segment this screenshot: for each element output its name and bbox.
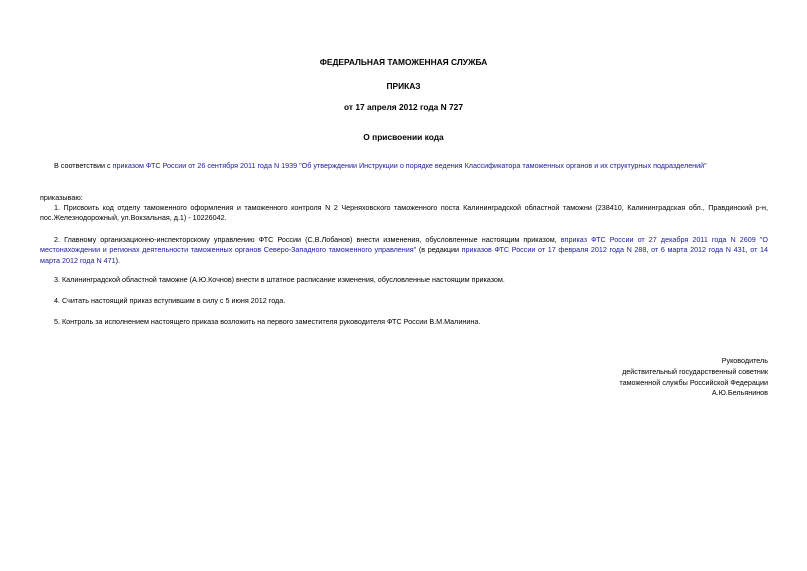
- agency-title: ФЕДЕРАЛЬНАЯ ТАМОЖЕННАЯ СЛУЖБА: [319, 57, 488, 67]
- item-2-text-e: ).: [115, 255, 121, 265]
- signature-rank-2: таможенной службы Российской Федерации: [619, 377, 768, 387]
- item-2-text-d: ,: [745, 245, 751, 255]
- document-subject: О присвоении кода: [363, 132, 444, 142]
- item-2-link-order-431[interactable]: от 6 марта 2012 года N 431: [651, 245, 746, 255]
- document-date-number: от 17 апреля 2012 года N 727: [344, 102, 463, 112]
- item-5-paragraph: 5. Контроль за исполнением настоящего приказа возложить на первого заместителя руководителя ФТС России В.М.Малинина.: [54, 317, 481, 326]
- item-1-paragraph: 1. Присвоить код отделу таможенного оформления и таможенного контроля N 2 Черняховского таможенного поста Калининградской областной таможни (238410, Калининградская обл., Правдинский р-н, пос.Железнодорожный, ул.Вокзальная, д.1) - 10226042.: [40, 203, 768, 223]
- item-2-paragraph: [40, 235, 768, 266]
- preamble-prefix: В соответствии с: [54, 161, 113, 170]
- item-2-text-c: ,: [646, 245, 652, 255]
- order-word: приказываю:: [40, 193, 83, 202]
- preamble-paragraph: [40, 161, 768, 171]
- signature-name: А.Ю.Бельянинов: [711, 388, 768, 398]
- signature-block: [619, 356, 768, 399]
- item-2-text-b: (в редакции: [416, 245, 462, 255]
- item-2-link-order-288[interactable]: приказов ФТС России от 17 февраля 2012 года N 288: [461, 245, 647, 255]
- signature-position: Руководитель: [721, 356, 768, 365]
- item-2-text-a: 2. Главному организационно-инспекторскому управлению ФТС России (С.В.Лобанов) внести изменения, обусловленные настоящим приказом,: [54, 235, 561, 244]
- item-3-paragraph: 3. Калининградской областной таможне (А.Ю.Кочнов) внести в штатное расписание изменения, обусловленные настоящим приказом.: [54, 275, 505, 284]
- item-2-link-order-2609[interactable]: вприказ ФТС России от 27 декабря 2011 года N 2609 "О местонахождении и регионах деятельности таможенных органов Северо-Западного таможенного управления": [40, 235, 768, 255]
- signature-rank: действительный государственный советник: [622, 366, 768, 376]
- document-type: ПРИКАЗ: [386, 81, 421, 91]
- item-2-link-order-471[interactable]: от 14 марта 2012 года N 471: [40, 245, 769, 265]
- item-4-paragraph: 4. Считать настоящий приказ вступившим в силу с 5 июня 2012 года.: [54, 296, 286, 305]
- preamble-order-link[interactable]: приказом ФТС России от 26 сентября 2011 года N 1939 "Об утверждении Инструкции о порядке ведения Классификатора таможенных органов и их структурных подразделений": [112, 161, 707, 170]
